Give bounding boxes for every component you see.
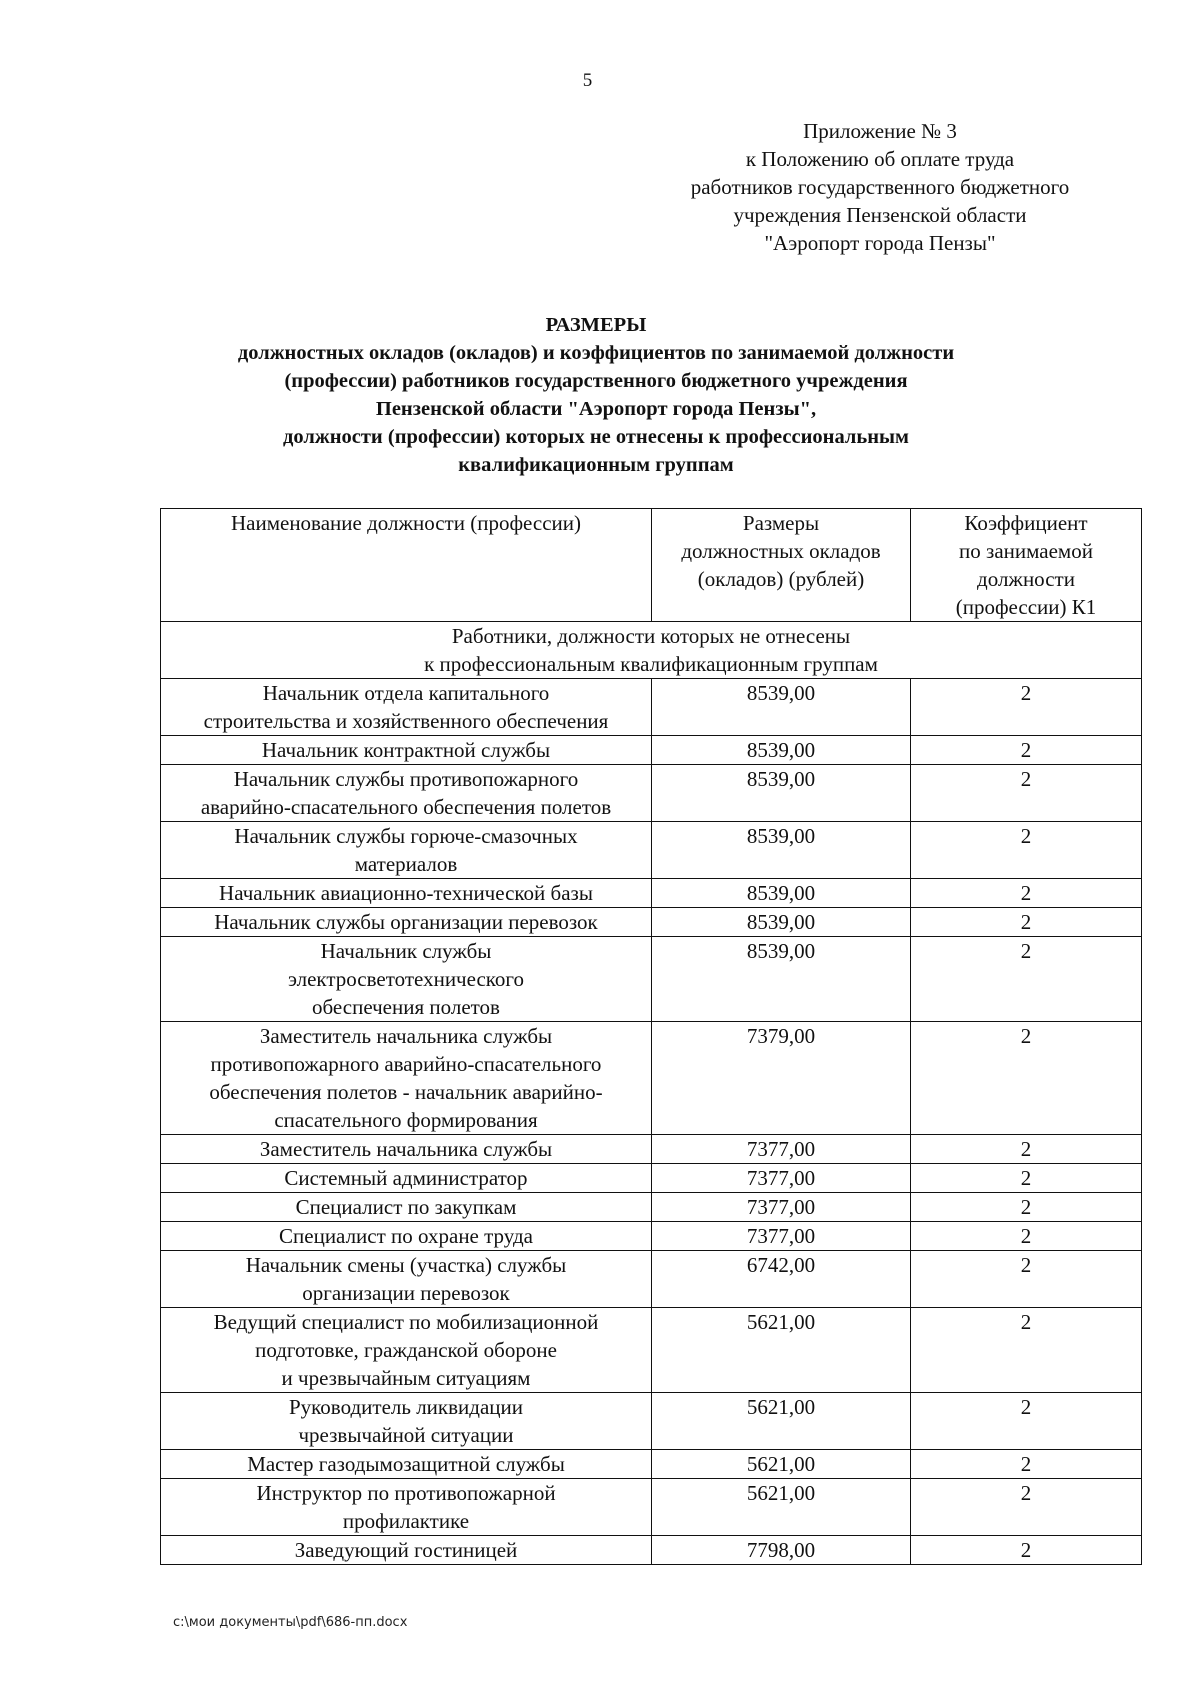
table-header-row — [161, 509, 1142, 622]
header-line: по занимаемой — [959, 539, 1093, 563]
header-coefficient — [911, 509, 1142, 622]
header-position-name — [161, 509, 652, 622]
title-line: Пензенской области "Аэропорт города Пензы", — [375, 398, 817, 420]
salary-cell: 8539,00 — [652, 679, 911, 736]
table-row — [161, 822, 1142, 879]
header-line: должности — [977, 567, 1075, 591]
coefficient-cell: 2 — [911, 937, 1142, 1022]
position-name-line: Системный администратор — [284, 1166, 528, 1190]
page-number: 5 — [582, 70, 593, 91]
position-name-line: Специалист по закупкам — [295, 1195, 517, 1219]
header-line: Коэффициент — [964, 511, 1088, 535]
annex-line: к Положению об оплате труда — [745, 147, 1015, 171]
position-name-line: Начальник авиационно-технической базы — [219, 881, 593, 905]
position-name-line: аварийно-спасательного обеспечения полетов — [200, 795, 612, 819]
position-name-cell — [161, 1308, 652, 1393]
position-name-cell — [161, 1135, 652, 1164]
salary-cell: 7379,00 — [652, 1022, 911, 1135]
header-line: (профессии) К1 — [955, 595, 1097, 619]
table-row — [161, 1536, 1142, 1565]
salary-cell: 7377,00 — [652, 1164, 911, 1193]
salary-cell: 5621,00 — [652, 1308, 911, 1393]
salary-cell: 7377,00 — [652, 1193, 911, 1222]
table-row — [161, 765, 1142, 822]
position-name-line: Мастер газодымозащитной службы — [247, 1452, 565, 1476]
salary-cell: 8539,00 — [652, 879, 911, 908]
section-row — [161, 622, 1142, 679]
position-name-cell — [161, 1164, 652, 1193]
table-row — [161, 736, 1142, 765]
table-row — [161, 1251, 1142, 1308]
salary-cell: 5621,00 — [652, 1450, 911, 1479]
position-name-line: спасательного формирования — [274, 1108, 538, 1132]
position-name-line: и чрезвычайным ситуациям — [281, 1366, 531, 1390]
annex-line: работников государственного бюджетного — [690, 175, 1070, 199]
table-row — [161, 1193, 1142, 1222]
footer-file-path: c:\мои документы\pdf\686-пп.docx — [173, 1615, 408, 1630]
section-cell — [161, 622, 1142, 679]
coefficient-cell: 2 — [911, 1164, 1142, 1193]
table-row — [161, 908, 1142, 937]
coefficient-cell: 2 — [911, 1193, 1142, 1222]
position-name-cell — [161, 1479, 652, 1536]
annex-line: "Аэропорт города Пензы" — [764, 231, 996, 255]
salary-cell: 7377,00 — [652, 1222, 911, 1251]
table-row — [161, 1135, 1142, 1164]
header-line: Размеры — [742, 511, 820, 535]
salary-cell: 5621,00 — [652, 1479, 911, 1536]
table-row — [161, 1308, 1142, 1393]
annex-line: учреждения Пензенской области — [733, 203, 1027, 227]
position-name-cell — [161, 736, 652, 765]
title-line: РАЗМЕРЫ — [545, 314, 647, 336]
coefficient-cell: 2 — [911, 1450, 1142, 1479]
position-name-cell — [161, 1022, 652, 1135]
header-salary — [652, 509, 911, 622]
position-name-cell — [161, 1450, 652, 1479]
coefficient-cell: 2 — [911, 1135, 1142, 1164]
salary-cell: 8539,00 — [652, 908, 911, 937]
coefficient-cell: 2 — [911, 822, 1142, 879]
header-line: Наименование должности (профессии) — [230, 511, 582, 535]
position-name-cell — [161, 822, 652, 879]
salary-cell: 8539,00 — [652, 736, 911, 765]
position-name-cell — [161, 908, 652, 937]
title-line: (профессии) работников государственного бюджетного учреждения — [284, 370, 908, 392]
position-name-line: Заведующий гостиницей — [294, 1538, 518, 1562]
position-name-line: электросветотехнического — [287, 967, 525, 991]
position-name-cell — [161, 765, 652, 822]
position-name-cell — [161, 1536, 652, 1565]
salary-cell: 5621,00 — [652, 1393, 911, 1450]
position-name-line: Начальник службы горюче-смазочных — [234, 824, 578, 848]
position-name-line: Начальник контрактной службы — [261, 738, 551, 762]
section-line: Работники, должности которых не отнесены — [451, 624, 851, 648]
position-name-cell — [161, 1393, 652, 1450]
salary-cell: 8539,00 — [652, 937, 911, 1022]
table-row — [161, 1450, 1142, 1479]
position-name-line: строительства и хозяйственного обеспечения — [203, 709, 609, 733]
position-name-line: Заместитель начальника службы — [259, 1137, 553, 1161]
coefficient-cell: 2 — [911, 1308, 1142, 1393]
position-name-line: Начальник смены (участка) службы — [245, 1253, 567, 1277]
table-row — [161, 1479, 1142, 1536]
title-line: квалификационным группам — [458, 454, 734, 476]
document-title — [0, 311, 1200, 479]
coefficient-cell: 2 — [911, 1022, 1142, 1135]
salary-cell: 8539,00 — [652, 822, 911, 879]
position-name-line: Начальник службы организации перевозок — [214, 910, 598, 934]
coefficient-cell: 2 — [911, 736, 1142, 765]
coefficient-cell: 2 — [911, 1251, 1142, 1308]
position-name-line: чрезвычайной ситуации — [298, 1423, 514, 1447]
position-name-line: организации перевозок — [302, 1281, 510, 1305]
table-row — [161, 1164, 1142, 1193]
position-name-line: Начальник службы противопожарного — [233, 767, 579, 791]
coefficient-cell: 2 — [911, 679, 1142, 736]
coefficient-cell: 2 — [911, 1222, 1142, 1251]
salary-cell: 7798,00 — [652, 1536, 911, 1565]
header-line: должностных окладов — [681, 539, 881, 563]
position-name-cell — [161, 1251, 652, 1308]
position-name-cell — [161, 679, 652, 736]
position-name-line: Ведущий специалист по мобилизационной — [213, 1310, 599, 1334]
position-name-line: профилактике — [342, 1509, 470, 1533]
coefficient-cell: 2 — [911, 908, 1142, 937]
coefficient-cell: 2 — [911, 1393, 1142, 1450]
coefficient-cell: 2 — [911, 1536, 1142, 1565]
title-line: должности (профессии) которых не отнесены к профессиональным — [282, 426, 910, 448]
table-row — [161, 1393, 1142, 1450]
position-name-line: противопожарного аварийно-спасательного — [210, 1052, 602, 1076]
position-name-cell — [161, 879, 652, 908]
position-name-line: Начальник службы — [320, 939, 492, 963]
position-name-line: подготовке, гражданской обороне — [255, 1338, 557, 1362]
position-name-line: обеспечения полетов - начальник аварийно- — [209, 1080, 603, 1104]
position-name-line: Заместитель начальника службы — [259, 1024, 553, 1048]
table-row — [161, 879, 1142, 908]
position-name-cell — [161, 1193, 652, 1222]
coefficient-cell: 2 — [911, 879, 1142, 908]
position-name-cell — [161, 1222, 652, 1251]
coefficient-cell: 2 — [911, 765, 1142, 822]
position-name-line: материалов — [354, 852, 458, 876]
annex-line: Приложение № 3 — [803, 119, 957, 143]
position-name-line: Начальник отдела капитального — [262, 681, 550, 705]
position-name-cell — [161, 937, 652, 1022]
table-row — [161, 937, 1142, 1022]
table-row — [161, 1022, 1142, 1135]
section-line: к профессиональным квалификационным группам — [424, 652, 878, 676]
position-name-line: Инструктор по противопожарной — [256, 1481, 556, 1505]
position-name-line: Руководитель ликвидации — [288, 1395, 523, 1419]
header-line: (окладов) (рублей) — [697, 567, 865, 591]
annex-header — [640, 117, 1120, 257]
salary-cell: 6742,00 — [652, 1251, 911, 1308]
table-row — [161, 679, 1142, 736]
salary-cell: 8539,00 — [652, 765, 911, 822]
position-name-line: обеспечения полетов — [312, 995, 500, 1019]
title-line: должностных окладов (окладов) и коэффициентов по занимаемой должности — [237, 342, 955, 364]
coefficient-cell: 2 — [911, 1479, 1142, 1536]
table-row — [161, 1222, 1142, 1251]
salary-cell: 7377,00 — [652, 1135, 911, 1164]
position-name-line: Специалист по охране труда — [279, 1224, 533, 1248]
salary-table — [160, 508, 1142, 1565]
